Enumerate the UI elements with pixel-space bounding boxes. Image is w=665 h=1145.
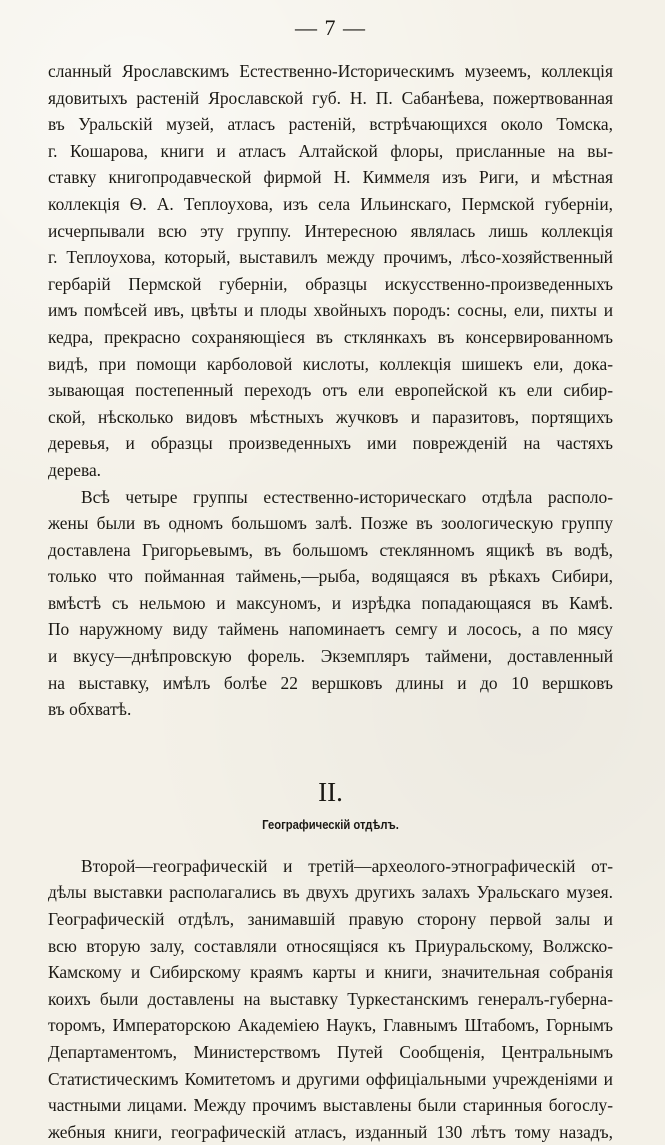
text-line: ядовитыхъ растеній Ярославской губ. Н. П. Сабанѣева, пожертвованная [48, 87, 613, 108]
text-line: г. Кошарова, книги и атласъ Алтайской флоры, присланные на вы- [48, 140, 613, 161]
text-line: вмѣстѣ съ нельмою и максуномъ, и изрѣдка попадающаяся въ Камѣ. [48, 592, 613, 613]
text-line: Всѣ четыре группы естественно-историческаго отдѣла располо- [81, 486, 613, 507]
text-line: дерева. [48, 459, 102, 480]
text-line: въ Уральскій музей, атласъ растеній, встрѣчающихся около Томска, [48, 114, 613, 135]
text-line: Географическій отдѣлъ, занимавшій правую сторону первой залы и [48, 909, 613, 930]
text-line: на выставку, имѣлъ болѣе 22 вершковъ длины и до 10 вершковъ [48, 672, 613, 693]
text-line: только что пойманная таймень,—рыба, водящаяся въ рѣкахъ Сибири, [48, 566, 613, 587]
text-line: исчерпывали всю эту группу. Интересною являлась лишь коллекція [48, 220, 613, 241]
page-number: — 7 — [295, 15, 366, 40]
text-line: имъ помѣсей ивъ, цвѣты и плоды хвойныхъ породъ: сосны, ели, пихты и [48, 300, 613, 321]
text-line: деревья, и образцы произведенныхъ ими поврежденій на частяхъ [48, 433, 613, 454]
section-number: II. [318, 776, 343, 807]
text-line: въ обхватѣ. [48, 699, 132, 720]
text-line: ской, нѣсколько видовъ мѣстныхъ жучковъ и паразитовъ, портящихъ [48, 406, 613, 427]
text-line: доставлена Григорьевымъ, въ большомъ стеклянномъ ящикѣ въ водѣ, [48, 539, 613, 560]
text-line: частными лицами. Между прочимъ выставлены были старинныя богослу- [48, 1095, 613, 1116]
paragraph-1 [48, 58, 613, 484]
text-line: коихъ были доставлены на выставку Туркестанскимъ генералъ-губерна- [48, 988, 613, 1009]
text-line: жебныя книги, географическій атласъ, изданный 130 лѣтъ тому назадъ, [48, 1121, 613, 1142]
text-line: Департаментомъ, Министерствомъ Путей Сообщенія, Центральнымъ [48, 1042, 613, 1062]
text-line: ставку книгопродавческой фирмой Н. Киммеля изъ Риги, и мѣстная [48, 167, 613, 188]
text-line: коллекція Ѳ. А. Теплоухова, изъ села Ильинскаго, Пермской губерніи, [48, 193, 613, 214]
paragraph-3 [48, 853, 613, 1145]
text-line: зывающая постепенный переходъ отъ ели европейской къ ели сибир- [48, 380, 613, 401]
section-title: Географическій отдѣлъ. [262, 817, 399, 832]
text-line: торомъ, Императорскою Академіею Наукъ, Главнымъ Штабомъ, Горнымъ [48, 1015, 613, 1036]
text-line: Камскому и Сибирскому краямъ карты и книги, значительная собранія [48, 962, 613, 983]
text-line: Статистическимъ Комитетомъ и другими оффиціальными учрежденіями и [48, 1068, 613, 1089]
text-line: всю вторую залу, составляли относящіяся къ Приуральскому, Волжско- [48, 935, 613, 956]
paragraph-2 [48, 484, 613, 723]
text-line: жены были въ одномъ большомъ залѣ. Позже въ зоологическую группу [48, 513, 613, 534]
text-line: Второй—географическій и третій—археолого-этнографическій от- [81, 855, 613, 876]
text-line: дѣлы выставки располагались въ двухъ другихъ залахъ Уральскаго музея. [48, 882, 613, 903]
text-line: видѣ, при помощи карболовой кислоты, коллекція шишекъ ели, дока- [48, 353, 613, 374]
text-line: сланный Ярославскимъ Естественно-Историческимъ музеемъ, коллекція [48, 61, 613, 81]
text-line: кедра, прекрасно сохраняющіеся въ стклянкахъ въ консервированномъ [48, 326, 613, 347]
text-line: гербарій Пермской губерніи, образцы искусственно-произведенныхъ [48, 273, 613, 294]
text-line: По наружному виду таймень напоминаетъ семгу и лосось, а по мясу [48, 619, 613, 640]
text-line: и вкусу—днѣпровскую форель. Экземпляръ таймени, доставленный [48, 646, 613, 667]
text-line: г. Теплоухова, который, выставилъ между прочимъ, лѣсо-хозяйственный [48, 247, 613, 268]
